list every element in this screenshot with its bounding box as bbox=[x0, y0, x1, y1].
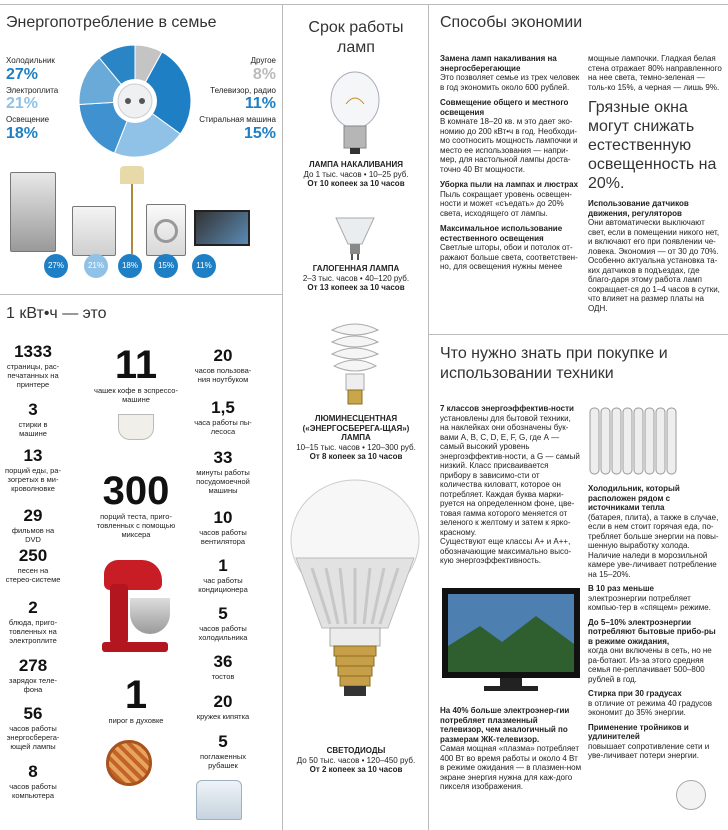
kwh-left-item: 278 зарядок теле-фона bbox=[9, 656, 57, 694]
saving-tip: Уборка пыли на лампах и люстрах Пыль сокращает уровень освещен-ности и может «съедать» до 20% света, исходящего от лампы. bbox=[440, 180, 579, 218]
coffee-cup-icon bbox=[118, 414, 154, 440]
kwh-mid-column-2 bbox=[84, 470, 188, 539]
lamp-card-halogen bbox=[290, 264, 422, 293]
kwh-mid-number: 11 bbox=[114, 343, 158, 387]
legend-label-tv: Телевизор, радио bbox=[210, 85, 276, 95]
lamp-card-led bbox=[290, 746, 422, 775]
kwh-left-item: 29 фильмов на DVD bbox=[11, 506, 55, 544]
lamp-card-incandescent bbox=[290, 160, 422, 189]
lamp-life: До 1 тыс. часов • 10–25 руб. bbox=[303, 169, 409, 179]
legend-value-other: 8% bbox=[252, 65, 276, 83]
lamp-cost: От 8 копеек за 10 часов bbox=[309, 452, 403, 461]
buying-col-1-bottom bbox=[440, 706, 582, 792]
lamps-title: Срок работы ламп bbox=[308, 19, 404, 56]
shirt-icon bbox=[196, 780, 242, 820]
energy-title: Энергопотребление в семье bbox=[6, 14, 217, 31]
lamp-cost: От 10 копеек за 10 часов bbox=[307, 179, 405, 188]
lamp-cost: От 2 копеек за 10 часов bbox=[309, 765, 403, 774]
lamp-cost: От 13 копеек за 10 часов bbox=[307, 283, 405, 292]
saving-tip: Замена ламп накаливания на энергосберегающие Это позволяет семье из трех человек в год экономить около 600 рублей. bbox=[440, 54, 580, 92]
saving-tip: Использование датчиков движения, регуляторов Они автоматически выключают свет, если в помещении никого нет, и включают его при появлении че-ловека. Экономия — от 30 до 70%. Особенно актуальна установка та-ких датчиков в подъездах, где благо-даря этому работа ламп сокращает-ся до 1–4 часов в сутки, что влияет на размер платы на ОДН. bbox=[588, 199, 720, 313]
circle-fridge: 27% bbox=[44, 254, 68, 278]
legend-label-washer: Стиральная машина bbox=[199, 115, 276, 124]
kwh-mid-caption: чашек кофе в эспрессо-машине bbox=[94, 386, 178, 404]
buying-tip: Стирка при 30 градусах в отличие от режима 40 градусов экономит до 35% энергии. bbox=[588, 689, 712, 717]
saving-tip: Совмещение общего и местного освещения В комнате 18–20 кв. м это дает эко-номию до 200 кВт•ч в год. Необходи-мо соотносить мощность лампочки и место ее использования — напри-мер, для настольной лампы доста-точно 40 Вт мощности. bbox=[440, 98, 578, 174]
lamp-life: 2–3 тыс. часов • 40–120 руб. bbox=[302, 273, 410, 283]
kwh-left-item: 250 песен на стерео-системе bbox=[5, 546, 61, 584]
buying-col-1-top bbox=[440, 404, 580, 566]
legend-label-fridge: Холодильник bbox=[6, 56, 55, 65]
floor-lamp-icon bbox=[120, 166, 144, 256]
lamp-card-fluorescent bbox=[290, 414, 422, 462]
lamp-name: ЛЮМИНЕСЦЕНТНАЯ («ЭНЕРГОСБЕРЕГА-ЩАЯ») ЛАМПА bbox=[302, 414, 410, 442]
plasma-tv-icon bbox=[440, 586, 582, 698]
kwh-right-item: 5 поглаженных рубашек bbox=[200, 732, 246, 770]
kwh-left-item: 2 блюда, приго-товленных на электроплите bbox=[8, 598, 58, 645]
buying-title: Что нужно знать при покупке и использовании техники bbox=[440, 345, 668, 382]
kwh-right-item: 20 кружек кипятка bbox=[196, 692, 250, 721]
fluorescent-lamp-icon bbox=[324, 318, 386, 408]
buying-col-2 bbox=[588, 484, 722, 761]
lamp-name: СВЕТОДИОДЫ bbox=[326, 746, 386, 755]
saving-title: Способы экономии bbox=[440, 14, 583, 31]
legend-label-stove: Электроплита bbox=[6, 85, 59, 95]
kwh-left-item: 13 порций еды, ра-зогретых в ми-кроволновке bbox=[5, 446, 61, 493]
incandescent-lamp-icon bbox=[322, 70, 388, 156]
lamp-life: До 50 тыс. часов • 120–450 руб. bbox=[296, 755, 416, 765]
radiator-icon bbox=[588, 404, 678, 478]
saving-continuation: мощные лампочки. Гладкая белая стена отражает 80% направленного на нее света, темно-зеленая — толь-ко 15%, а черная — лишь 9%. bbox=[588, 54, 722, 92]
circle-washer: 15% bbox=[154, 254, 178, 278]
saving-col-1 bbox=[440, 54, 582, 272]
legend-value-washer: 15% bbox=[243, 124, 276, 142]
kwh-mid-caption: порций теста, приго-товленных с помощью миксера bbox=[96, 512, 176, 539]
legend-value-stove: 21% bbox=[6, 95, 39, 112]
kwh-mid-number: 1 bbox=[124, 673, 148, 717]
legend-value-fridge: 27% bbox=[6, 65, 39, 83]
lamp-name: ГАЛОГЕННАЯ ЛАМПА bbox=[312, 264, 400, 273]
tv-icon bbox=[194, 210, 250, 246]
circle-tv: 11% bbox=[192, 254, 216, 278]
legend-label-light: Освещение bbox=[6, 115, 50, 124]
kwh-right-item: 36 тостов bbox=[211, 652, 235, 681]
buying-tip: Холодильник, который расположен рядом с источниками тепла (батарея, плита), а также в случае, если в нем стоит горячая еда, по-требляет больше энергии на повы-шенную выработку холода. Наличие наледи в морозильной камере уве-личивает потребление на 15–20%. bbox=[588, 484, 719, 579]
kwh-right-item: 20 часов пользова-ния ноутбуком bbox=[194, 346, 252, 384]
appliance-row bbox=[6, 166, 280, 286]
buying-tip: Применение тройников и удлинителей повышает сопротивление сети и уве-личивает потери энергии. bbox=[588, 722, 710, 760]
halogen-lamp-icon bbox=[332, 214, 378, 260]
divider-buying bbox=[428, 334, 728, 335]
kwh-mid-caption: пирог в духовке bbox=[108, 716, 164, 725]
kwh-right-item: 5 часов работы холодильника bbox=[198, 604, 248, 642]
kwh-left-column bbox=[4, 342, 62, 802]
circle-light: 18% bbox=[118, 254, 142, 278]
kwh-left-item: 3 стирки в машине bbox=[18, 400, 48, 438]
mixer-icon bbox=[90, 560, 178, 656]
stove-icon bbox=[72, 206, 116, 256]
buying-text: установлены для бытовой техники, на наклейках они обозначены бук-вами A, B, C, D, E, F, G, где А — самый высокий уровень энергоэффектив-ности, а G — самый низкий. Класс присваивается прибору в зависимо-сти от количества киловатт, которое он потребляет. Каждая буква марки-руется на определенном фоне, цве-товая гамма которого меняется от зеленого к желтому и затем к ярко-красному. Существуют еще классы А+ и А++, обозначающие максимально высо-кую энергоэффективность. bbox=[440, 413, 580, 565]
legend-label-other: Другое bbox=[250, 56, 276, 65]
divider-right bbox=[428, 4, 429, 830]
kwh-mid-column bbox=[88, 344, 184, 440]
legend-value-tv: 11% bbox=[244, 95, 276, 112]
saving-tip: Максимальное использование естественного освещения Светлые шторы, обои и потолок от-ражают больше света, соответствен-но, для освещения нужны менее bbox=[440, 224, 578, 271]
buying-heading: На 40% больше электроэнер-гии потребляет плазменный телевизор, чем аналогичный по размерам ЖК-телевизор. bbox=[440, 706, 570, 744]
saving-col-2 bbox=[588, 54, 722, 313]
kwh-mid-column-3 bbox=[96, 674, 176, 725]
buying-tip: До 5–10% электроэнергии потребляют бытовые прибо-ры в режиме ожидания, когда они включены в сеть, но не ра-ботают. Из-за этого средняя семья пе-реплачивает 500–800 рублей в год. bbox=[588, 617, 716, 684]
buying-text: Самая мощная «плазма» потребляет 400 Вт во время работы и около 4 Вт в режиме ожидания — в плазмен-ном экране энергия нужна для каж-дого пикселя изображения. bbox=[440, 744, 582, 791]
kwh-right-item: 1,5 часа работы пы-лесоса bbox=[194, 398, 252, 436]
kwh-left-item: 56 часов работы энергосберега-ющей лампы bbox=[6, 704, 60, 751]
plug-icon bbox=[676, 780, 706, 810]
kwh-right-item: 1 час работы кондиционера bbox=[198, 556, 248, 594]
buying-heading: 7 классов энергоэффектив-ности bbox=[440, 404, 574, 413]
socket-icon bbox=[118, 84, 152, 118]
kwh-right-column bbox=[190, 346, 256, 778]
kwh-left-item: 1333 страницы, рас-печатанных на принтере bbox=[6, 342, 60, 389]
kwh-right-item: 33 минуты работы посудомоечной машины bbox=[196, 448, 250, 495]
lamp-name: ЛАМПА НАКАЛИВАНИЯ bbox=[309, 160, 403, 169]
saving-quote: Грязные окна могут снижать естественную освещенность на 20%. bbox=[588, 99, 717, 192]
led-lamp-icon bbox=[282, 478, 428, 716]
washer-icon bbox=[146, 204, 186, 256]
pie-icon bbox=[106, 740, 152, 786]
kwh-left-item: 8 часов работы компьютера bbox=[9, 762, 57, 800]
lamp-life: 10–15 тыс. часов • 120–300 руб. bbox=[296, 442, 416, 452]
legend-value-light: 18% bbox=[6, 124, 39, 142]
circle-stove: 21% bbox=[84, 254, 108, 278]
fridge-icon bbox=[10, 172, 56, 252]
energy-pie bbox=[68, 42, 202, 160]
kwh-title: 1 кВт•ч — это bbox=[6, 305, 107, 322]
kwh-mid-number: 300 bbox=[102, 469, 170, 513]
top-rule bbox=[0, 4, 728, 5]
divider-kwh bbox=[0, 294, 282, 295]
buying-tip: В 10 раз меньше электроэнергии потребляет компью-тер в «спящем» режиме. bbox=[588, 584, 711, 612]
kwh-right-item: 10 часов работы вентилятора bbox=[199, 508, 247, 546]
